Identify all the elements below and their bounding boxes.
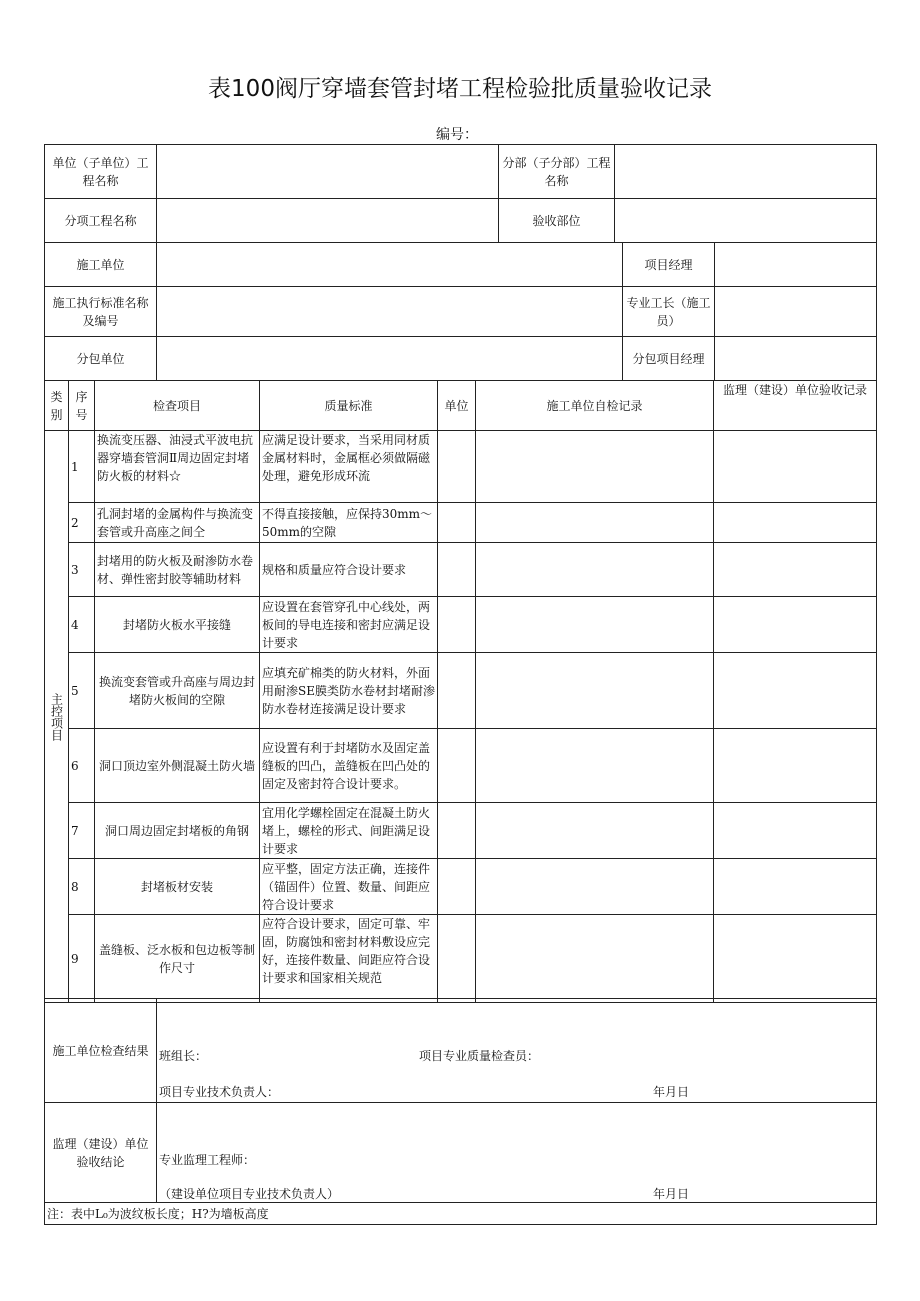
standard-label: 施工执行标准名称及编号 — [45, 287, 157, 337]
row-supervision[interactable] — [714, 859, 877, 915]
row-no: 8 — [69, 859, 95, 915]
row-standard: 应平整，固定方法正确，连接件（锚固件）位置、数量、间距应符合设计要求 — [260, 859, 438, 915]
construction-unit-value[interactable] — [157, 243, 623, 287]
row-unit[interactable] — [438, 431, 476, 503]
table-row — [45, 803, 877, 859]
supervision-conclusion-label: 监理（建设）单位验收结论 — [45, 1103, 157, 1203]
row-supervision[interactable] — [714, 915, 877, 1003]
category-main: 主控项目 — [45, 431, 69, 1003]
sub-part-value[interactable] — [615, 145, 877, 199]
table-row — [45, 915, 877, 1003]
construction-result-area[interactable] — [157, 999, 877, 1103]
tech-leader-label: 项目专业技术负责人： — [159, 1085, 280, 1099]
row-self-check[interactable] — [476, 729, 714, 803]
table-row — [45, 543, 877, 597]
page-title: 表100阀厅穿墙套管封堵工程检验批质量验收记录 — [208, 76, 712, 102]
row-standard: 应设置在套管穿孔中心线处，两板间的导电连接和密封应满足设计要求 — [260, 597, 438, 653]
doc-number-label: 编号： — [436, 127, 478, 143]
owner-tech-label: （建设单位项目专业技术负责人） — [159, 1187, 340, 1201]
row-standard: 应满足设计要求，当采用同材质金属材料时，金属框必须做隔磁处理，避免形成环流 — [260, 431, 438, 503]
row-standard: 不得直接接触，应保持30mm～50mm的空隙 — [260, 503, 438, 543]
col-seq: 序号 — [69, 381, 95, 431]
row-no: 1 — [69, 431, 95, 503]
row-supervision[interactable] — [714, 503, 877, 543]
table-row — [45, 431, 877, 503]
project-manager-value[interactable] — [715, 243, 877, 287]
row-no: 6 — [69, 729, 95, 803]
table-row — [45, 653, 877, 729]
row-self-check[interactable] — [476, 543, 714, 597]
row-standard: 规格和质量应符合设计要求 — [260, 543, 438, 597]
row-no: 3 — [69, 543, 95, 597]
row-unit[interactable] — [438, 729, 476, 803]
col-standard: 质量标准 — [260, 381, 438, 431]
acceptance-part-value[interactable] — [615, 199, 877, 243]
col-unit: 单位 — [438, 381, 476, 431]
row-item: 换流变套管或升高座与周边封堵防火板间的空隙 — [95, 653, 260, 729]
row-no: 7 — [69, 803, 95, 859]
row-standard: 应符合设计要求，固定可靠、牢固，防腐蚀和密封材料敷设应完好，连接件数量、间距应符合设计要求和国家相关规范 — [260, 915, 438, 1003]
construction-unit-label: 施工单位 — [45, 243, 157, 287]
row-supervision[interactable] — [714, 431, 877, 503]
row-item: 孔洞封堵的金属构件与换流变套管或升高座之间仝 — [95, 503, 260, 543]
row-no: 5 — [69, 653, 95, 729]
sub-item-value[interactable] — [157, 199, 499, 243]
inspection-table — [44, 380, 877, 1003]
row-self-check[interactable] — [476, 859, 714, 915]
signoff-table — [44, 998, 877, 1225]
acceptance-part-label: 验收部位 — [499, 199, 615, 243]
row-unit[interactable] — [438, 597, 476, 653]
header-table — [44, 144, 877, 243]
sub-part-label: 分部（子分部）工程名称 — [499, 145, 615, 199]
row-self-check[interactable] — [476, 915, 714, 1003]
row-unit[interactable] — [438, 503, 476, 543]
table-row — [45, 597, 877, 653]
row-supervision[interactable] — [714, 597, 877, 653]
row-self-check[interactable] — [476, 803, 714, 859]
col-item: 检查项目 — [95, 381, 260, 431]
row-unit[interactable] — [438, 653, 476, 729]
col-supervision: 监理（建设）单位验收记录 — [714, 381, 877, 431]
quality-inspector-label: 项目专业质量检查员： — [419, 1049, 540, 1063]
row-item: 洞口顶边室外侧混凝土防火墙 — [95, 729, 260, 803]
row-unit[interactable] — [438, 915, 476, 1003]
row-standard: 应填充矿棉类的防火材料，外面用耐渗SE膜类防水卷材封堵耐渗防水卷材连接满足设计要求 — [260, 653, 438, 729]
row-item: 封堵板材安装 — [95, 859, 260, 915]
row-self-check[interactable] — [476, 597, 714, 653]
row-self-check[interactable] — [476, 653, 714, 729]
note: 注：表中L₀为波纹板长度；H?为墙板高度 — [45, 1203, 877, 1225]
row-item: 封堵用的防火板及耐渗防水卷材、弹性密封胶等辅助材料 — [95, 543, 260, 597]
sub-item-label: 分项工程名称 — [45, 199, 157, 243]
row-supervision[interactable] — [714, 729, 877, 803]
row-item: 盖缝板、泛水板和包边板等制作尺寸 — [95, 915, 260, 1003]
row-self-check[interactable] — [476, 431, 714, 503]
row-supervision[interactable] — [714, 653, 877, 729]
col-category: 类别 — [45, 381, 69, 431]
row-unit[interactable] — [438, 859, 476, 915]
header-table-2 — [44, 242, 877, 381]
subcontract-manager-label: 分包项目经理 — [623, 337, 715, 381]
row-item: 换流变压器、油浸式平波电抗器穿墙套管洞Ⅱ周边固定封堵防火板的材料☆ — [95, 431, 260, 503]
construction-result-label: 施工单位检查结果 — [45, 999, 157, 1103]
row-supervision[interactable] — [714, 803, 877, 859]
subcontract-unit-value[interactable] — [157, 337, 623, 381]
foreman-value[interactable] — [715, 287, 877, 337]
col-self-check: 施工单位自检记录 — [476, 381, 714, 431]
unit-project-label: 单位（子单位）工程名称 — [45, 145, 157, 199]
table-row — [45, 859, 877, 915]
table-row — [45, 503, 877, 543]
date-1: 年月日 — [653, 1085, 690, 1099]
unit-project-value[interactable] — [157, 145, 499, 199]
foreman-label: 专业工长（施工员） — [623, 287, 715, 337]
subcontract-manager-value[interactable] — [715, 337, 877, 381]
row-unit[interactable] — [438, 543, 476, 597]
standard-value[interactable] — [157, 287, 623, 337]
project-manager-label: 项目经理 — [623, 243, 715, 287]
row-standard: 宜用化学螺栓固定在混凝土防火堵上，螺栓的形式、间距满足设计要求 — [260, 803, 438, 859]
subcontract-unit-label: 分包单位 — [45, 337, 157, 381]
row-unit[interactable] — [438, 803, 476, 859]
supervision-conclusion-area[interactable] — [157, 1103, 877, 1203]
row-standard: 应设置有利于封堵防水及固定盖缝板的凹凸，盖缝板在凹凸处的固定及密封符合设计要求。 — [260, 729, 438, 803]
supervision-engineer-label: 专业监理工程师： — [159, 1153, 256, 1167]
row-self-check[interactable] — [476, 503, 714, 543]
row-no: 2 — [69, 503, 95, 543]
row-no: 9 — [69, 915, 95, 1003]
row-item: 洞口周边固定封堵板的角钢 — [95, 803, 260, 859]
row-no: 4 — [69, 597, 95, 653]
table-row — [45, 729, 877, 803]
row-supervision[interactable] — [714, 543, 877, 597]
team-leader-label: 班组长： — [159, 1049, 208, 1063]
row-item: 封堵防火板水平接缝 — [95, 597, 260, 653]
date-2: 年月日 — [653, 1187, 690, 1201]
